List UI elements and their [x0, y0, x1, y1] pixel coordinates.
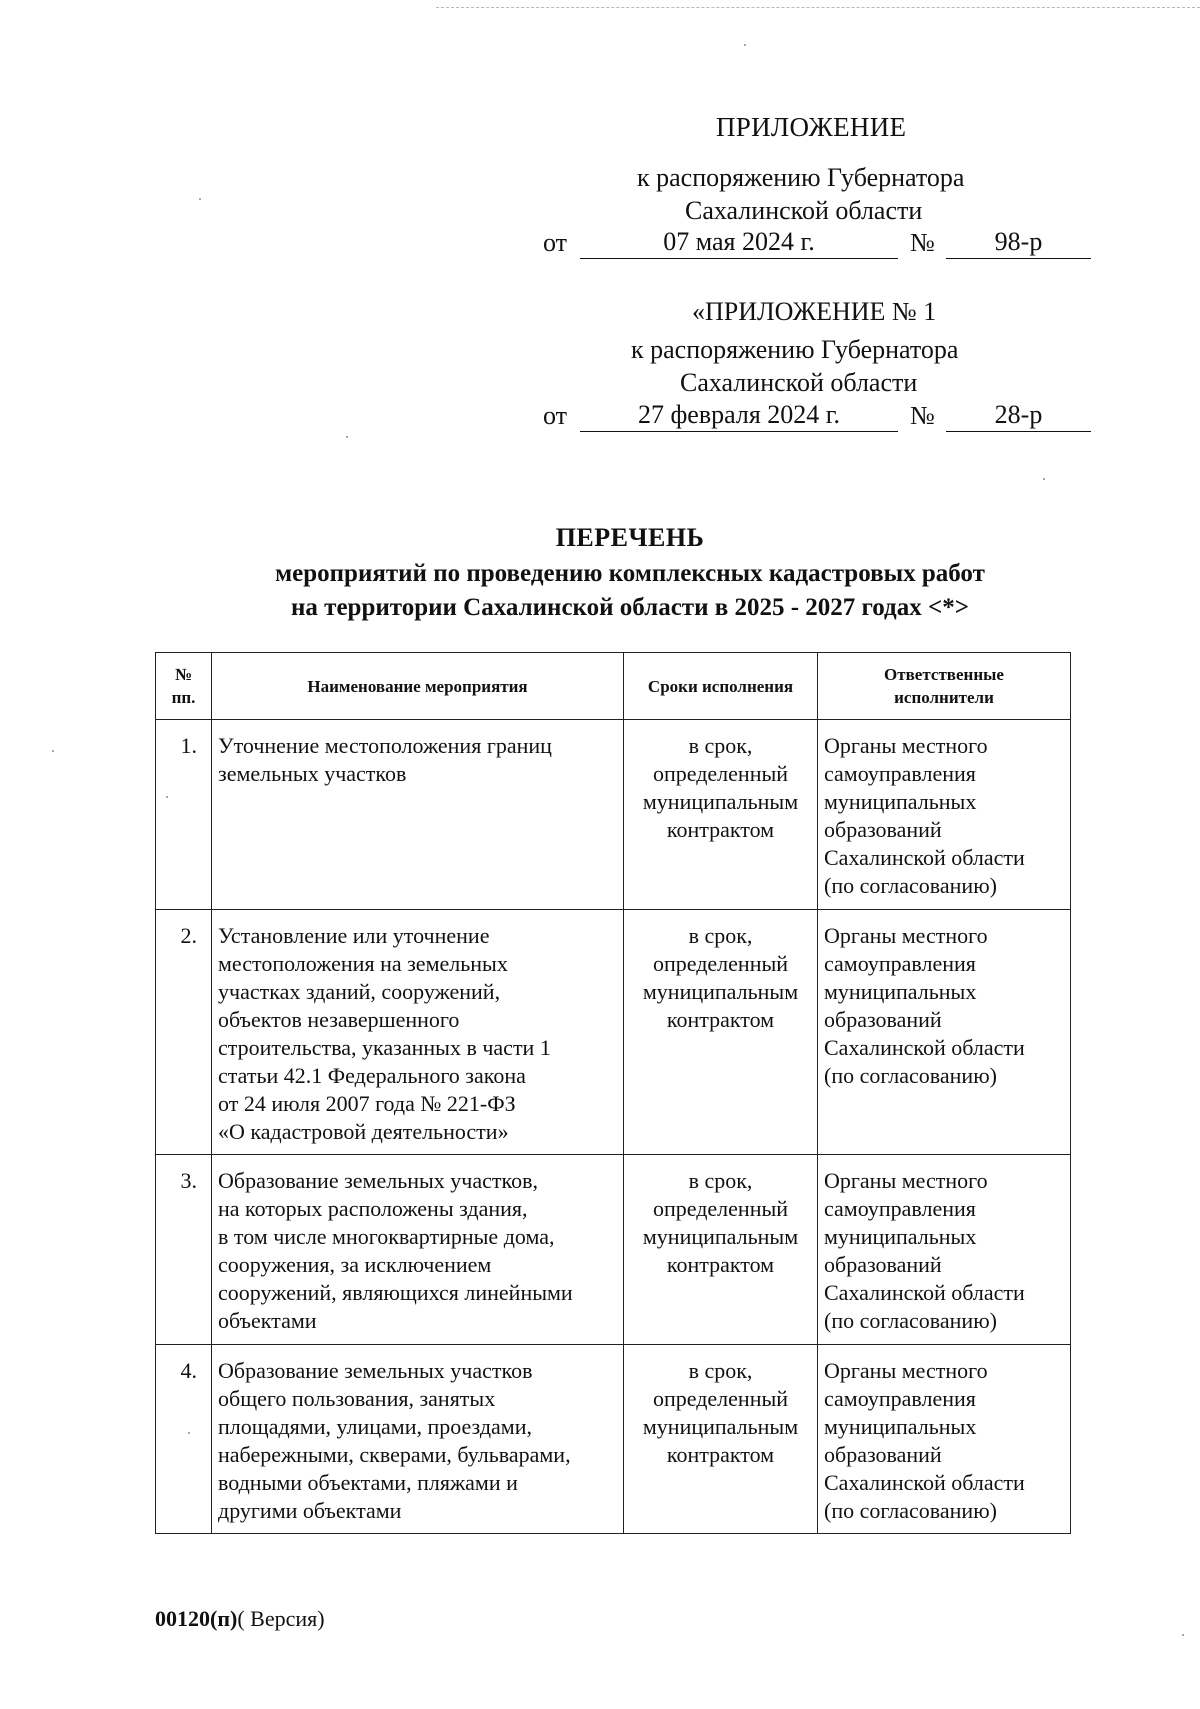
- measure-executors: Органы местного самоуправления муниципальных образований Сахалинской области (по согласованию): [818, 1345, 1071, 1534]
- document-code: 00120(п): [155, 1606, 238, 1631]
- measure-term: в срок, определенный муниципальным контрактом: [624, 1155, 818, 1345]
- measure-executors: Органы местного самоуправления муниципальных образований Сахалинской области (по согласованию): [818, 910, 1071, 1155]
- measure-term: в срок, определенный муниципальным контрактом: [624, 720, 818, 910]
- scan-edge-line: [436, 7, 1200, 8]
- row-number: 3.: [156, 1155, 212, 1345]
- document-footer: [155, 1606, 325, 1632]
- measure-executors: Органы местного самоуправления муниципальных образований Сахалинской области (по согласованию): [818, 1155, 1071, 1345]
- column-header-term: Сроки исполнения: [624, 653, 818, 720]
- nested-order-number: 28-р: [946, 401, 1091, 432]
- table-row: [156, 910, 1071, 1155]
- scan-speck: [188, 1432, 190, 1434]
- scan-speck: [1043, 478, 1045, 480]
- scan-speck: [52, 750, 54, 752]
- scan-speck: [166, 796, 168, 798]
- nested-order-reference: [543, 401, 1091, 435]
- nested-order-date: 27 февраля 2024 г.: [580, 401, 898, 432]
- nested-appendix-title: «ПРИЛОЖЕНИЕ № 1: [692, 297, 937, 326]
- table-row: [156, 1345, 1071, 1534]
- appendix-title: ПРИЛОЖЕНИЕ: [716, 112, 907, 142]
- table-header-row: [156, 653, 1071, 720]
- appendix-region-line: Сахалинской области: [685, 196, 923, 225]
- nested-number-sign: №: [910, 401, 935, 430]
- nested-appendix-region-line: Сахалинской области: [680, 368, 918, 397]
- nested-from-label: от: [543, 401, 568, 430]
- row-number: 1.: [156, 720, 212, 910]
- table-row: [156, 720, 1071, 910]
- measures-table: [155, 652, 1071, 1534]
- column-header-executors: Ответственные исполнители: [818, 653, 1071, 720]
- column-header-name: Наименование мероприятия: [212, 653, 624, 720]
- column-header-number: № пп.: [156, 653, 212, 720]
- measure-name: Образование земельных участков общего пользования, занятых площадями, улицами, проездами, набережными, скверами, бульварами, водными объектами, пляжами и другими объектами: [212, 1345, 624, 1534]
- number-sign: №: [910, 228, 935, 257]
- row-number: 4.: [156, 1345, 212, 1534]
- document-title: ПЕРЕЧЕНЬ: [555, 523, 705, 552]
- measure-name: Образование земельных участков, на которых расположены здания, в том числе многоквартирные дома, сооружения, за исключением сооружений, являющихся линейными объектами: [212, 1155, 624, 1345]
- appendix-order-line: к распоряжению Губернатора: [637, 163, 965, 192]
- scan-speck: [1182, 1634, 1184, 1636]
- appendix-order-reference: [543, 228, 1091, 262]
- measure-name: Уточнение местоположения границ земельных участков: [212, 720, 624, 910]
- scan-speck: [199, 198, 201, 200]
- document-version: ( Версия): [237, 1606, 325, 1631]
- from-label: от: [543, 228, 568, 257]
- document-subtitle-line-2: на территории Сахалинской области в 2025 - 2027 годах <*>: [291, 594, 969, 621]
- table-row: [156, 1155, 1071, 1345]
- order-date: 07 мая 2024 г.: [580, 228, 898, 259]
- order-number: 98-р: [946, 228, 1091, 259]
- scan-speck: [346, 436, 348, 438]
- measure-term: в срок, определенный муниципальным контрактом: [624, 910, 818, 1155]
- scan-speck: [744, 44, 746, 46]
- row-number: 2.: [156, 910, 212, 1155]
- measure-executors: Органы местного самоуправления муниципальных образований Сахалинской области (по согласованию): [818, 720, 1071, 910]
- nested-appendix-order-line: к распоряжению Губернатора: [631, 335, 959, 364]
- measure-term: в срок, определенный муниципальным контрактом: [624, 1345, 818, 1534]
- measure-name: Установление или уточнение местоположения на земельных участках зданий, сооружений, объектов незавершенного строительства, указанных в части 1 статьи 42.1 Федерального закона от 24 июля 2007 года № 221-ФЗ «О кадастровой деятельности»: [212, 910, 624, 1155]
- document-subtitle-line-1: мероприятий по проведению комплексных кадастровых работ: [275, 560, 985, 587]
